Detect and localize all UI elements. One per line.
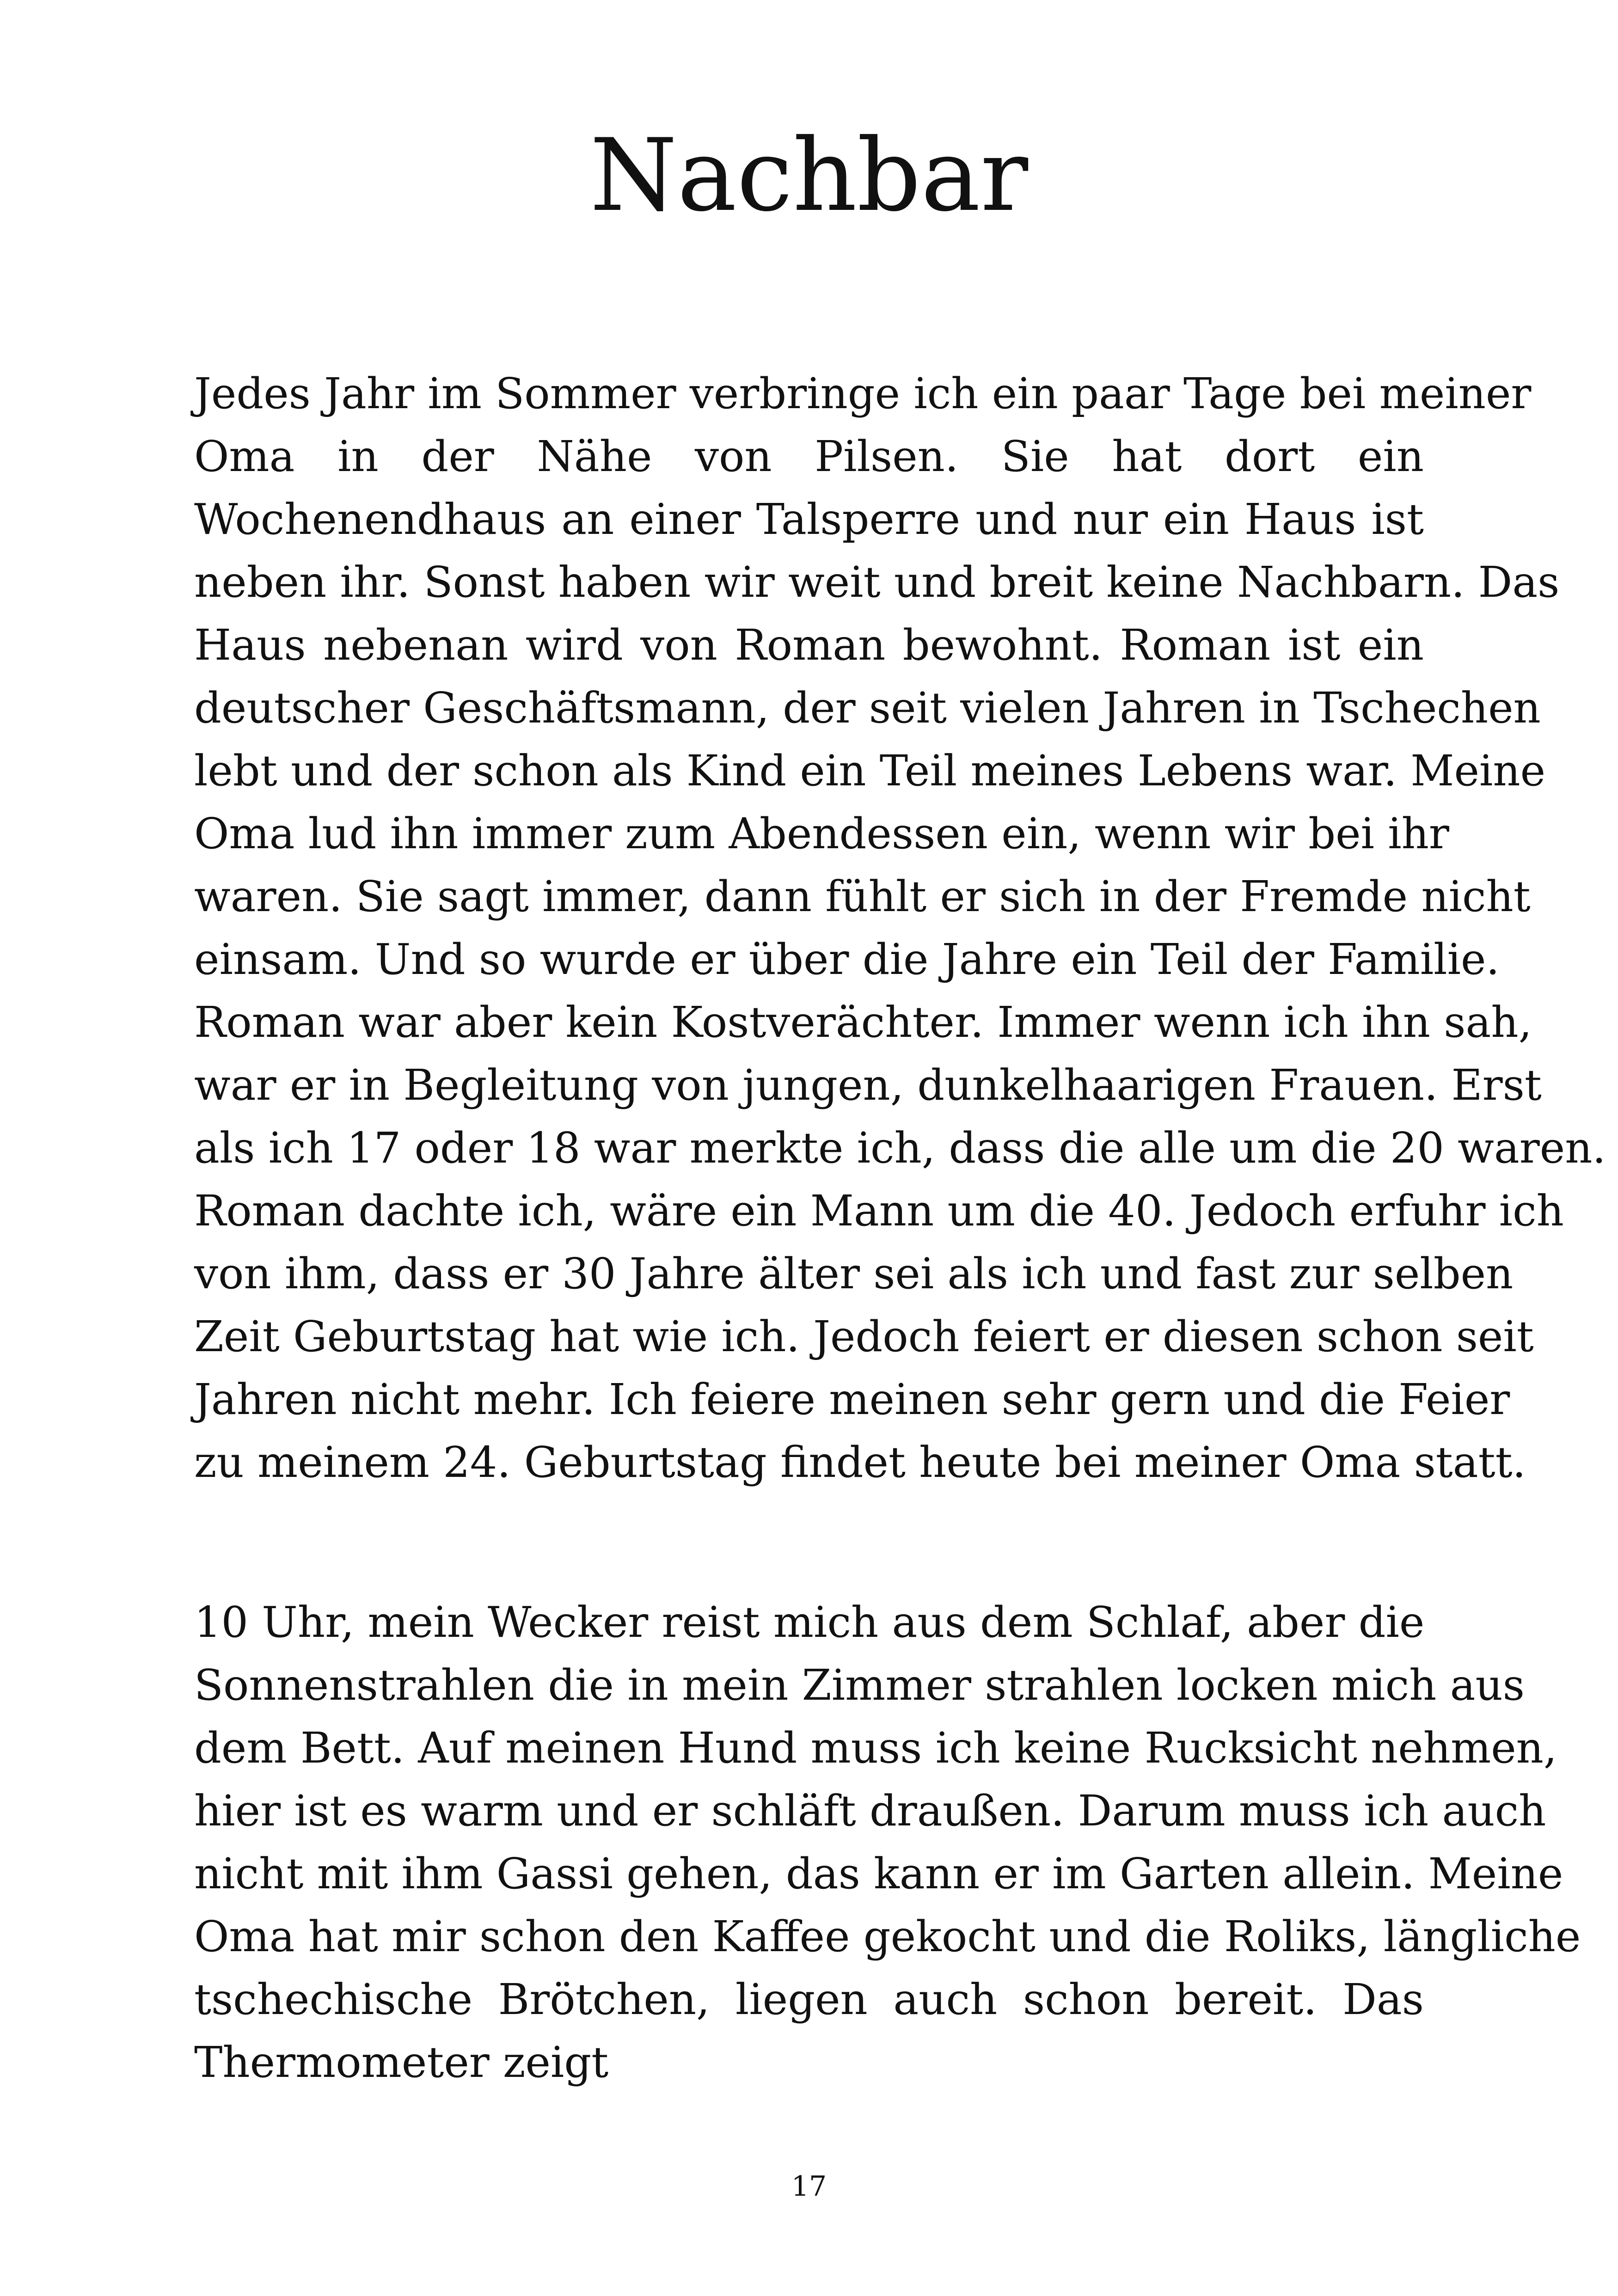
text-line: als ich 17 oder 18 war merkte ich, dass die alle um die 20 waren.	[194, 1123, 1606, 1173]
text-line: lebt und der schon als Kind ein Teil meines Lebens war. Meine	[194, 746, 1546, 796]
paragraph-1	[194, 362, 1606, 1494]
text-line: einsam. Und so wurde er über die Jahre ein Teil der Familie.	[194, 935, 1500, 984]
text-line: Zeit Geburtstag hat wie ich. Jedoch feiert er diesen schon seit	[194, 1312, 1534, 1361]
text-line: Jahren nicht mehr. Ich feiere meinen sehr gern und die Feier	[194, 1375, 1510, 1424]
text-line: nicht mit ihm Gassi gehen, das kann er im Garten allein. Meine	[194, 1849, 1563, 1898]
text-line: 10 Uhr, mein Wecker reist mich aus dem Schlaf, aber die	[194, 1598, 1425, 1647]
text-line: dem Bett. Auf meinen Hund muss ich keine Rucksicht nehmen,	[194, 1723, 1557, 1773]
text-line: Thermometer zeigt	[194, 2038, 609, 2087]
text-line: Jedes Jahr im Sommer verbringe ich ein paar Tage bei meiner	[194, 369, 1532, 418]
text-line: zu meinem 24. Geburtstag findet heute bei meiner Oma statt.	[194, 1438, 1526, 1487]
text-line: Sonnenstrahlen die in mein Zimmer strahlen locken mich aus	[194, 1660, 1525, 1710]
text-line: Roman dachte ich, wäre ein Mann um die 40. Jedoch erfuhr ich	[194, 1186, 1564, 1236]
text-line: waren. Sie sagt immer, dann fühlt er sich in der Fremde nicht	[194, 872, 1531, 921]
page-title: Nachbar	[589, 117, 1029, 233]
text-line: Oma lud ihn immer zum Abendessen ein, wenn wir bei ihr	[194, 809, 1449, 858]
text-line: Oma in der Nähe von Pilsen. Sie hat dort ein	[194, 432, 1424, 481]
page-number: 17	[791, 2170, 827, 2203]
text-line: Wochenendhaus an einer Talsperre und nur ein Haus ist	[194, 495, 1424, 544]
text-line: Roman war aber kein Kostverächter. Immer wenn ich ihn sah,	[194, 998, 1532, 1047]
text-line: hier ist es warm und er schläft draußen. Darum muss ich auch	[194, 1786, 1546, 1836]
text-line: von ihm, dass er 30 Jahre älter sei als ich und fast zur selben	[194, 1249, 1514, 1298]
text-line: tschechische Brötchen, liegen auch schon bereit. Das	[194, 1975, 1424, 2024]
text-line: neben ihr. Sonst haben wir weit und breit keine Nachbarn. Das	[194, 557, 1560, 607]
text-line: war er in Begleitung von jungen, dunkelhaarigen Frauen. Erst	[194, 1060, 1542, 1110]
text-line: Haus nebenan wird von Roman bewohnt. Roman ist ein	[194, 620, 1424, 670]
paragraph-2	[194, 1591, 1581, 2094]
text-line: Oma hat mir schon den Kaffee gekocht und die Roliks, längliche	[194, 1912, 1581, 1961]
text-line: deutscher Geschäftsmann, der seit vielen Jahren in Tschechen	[194, 683, 1541, 733]
